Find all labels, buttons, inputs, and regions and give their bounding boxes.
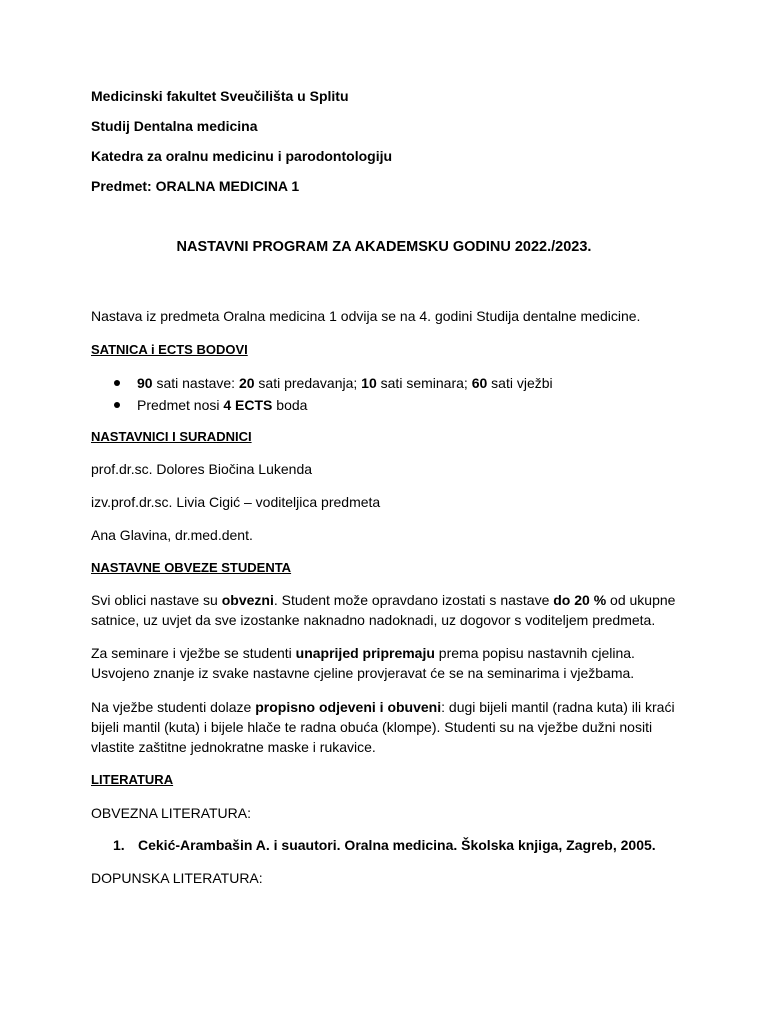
section-heading-nastavnici: NASTAVNICI I SURADNICI — [91, 429, 252, 444]
obveze-para3-line2: bijeli mantil (kuta) i bijele hlače te radna obuća (klompe). Studenti su na vježbe dužni nositi — [91, 719, 653, 735]
list-item: 1. Cekić-Arambašin A. i suautori. Oralna medicina. Školska knjiga, Zagreb, 2005. — [113, 837, 656, 853]
department-name: Katedra za oralnu medicinu i parodontologiju — [91, 148, 393, 164]
course-name: Predmet: ORALNA MEDICINA 1 — [91, 178, 300, 194]
list-item: Predmet nosi 4 ECTS boda — [110, 395, 553, 417]
section-heading-literatura: LITERATURA — [91, 772, 174, 787]
obveze-para2-line2: Usvojeno znanje iz svake nastavne cjeline provjeravat će se na seminarima i vježbama. — [91, 665, 635, 681]
teacher-1: prof.dr.sc. Dolores Biočina Lukenda — [91, 461, 313, 477]
list-item: 90 sati nastave: 20 sati predavanja; 10 sati seminara; 60 sati vježbi — [110, 373, 553, 395]
satnica-list — [110, 373, 553, 417]
section-heading-obveze: NASTAVNE OBVEZE STUDENTA — [91, 560, 292, 575]
intro-paragraph: Nastava iz predmeta Oralna medicina 1 odvija se na 4. godini Studija dentalne medicine. — [91, 308, 641, 324]
study-name: Studij Dentalna medicina — [91, 118, 258, 134]
bullet-icon — [114, 380, 120, 386]
obveze-para1-line2: satnice, uz uvjet da sve izostanke naknadno nadoknadi, uz dogovor s voditeljem predmeta. — [91, 612, 656, 628]
dopunska-literatura-label: DOPUNSKA LITERATURA: — [91, 870, 263, 886]
obveze-para1-line1: Svi oblici nastave su obvezni. Student može opravdano izostati s nastave do 20 % od ukupne — [91, 592, 676, 608]
teacher-3: Ana Glavina, dr.med.dent. — [91, 527, 253, 543]
obveze-para2-line1: Za seminare i vježbe se studenti unaprijed pripremaju prema popisu nastavnih cjelina. — [91, 645, 635, 661]
document-title: NASTAVNI PROGRAM ZA AKADEMSKU GODINU 2022./2023. — [176, 239, 592, 255]
faculty-name: Medicinski fakultet Sveučilišta u Splitu — [91, 88, 349, 104]
teacher-2: izv.prof.dr.sc. Livia Cigić – voditeljica predmeta — [91, 494, 381, 510]
section-heading-satnica: SATNICA i ECTS BODOVI — [91, 342, 248, 357]
obveze-para3-line1: Na vježbe studenti dolaze propisno odjeveni i obuveni: dugi bijeli mantil (radna kuta) ili kraći — [91, 699, 675, 715]
bullet-icon — [114, 402, 120, 408]
obveze-para3-line3: vlastite zaštitne jednokratne maske i rukavice. — [91, 739, 376, 755]
obvezna-literatura-label: OBVEZNA LITERATURA: — [91, 805, 251, 821]
